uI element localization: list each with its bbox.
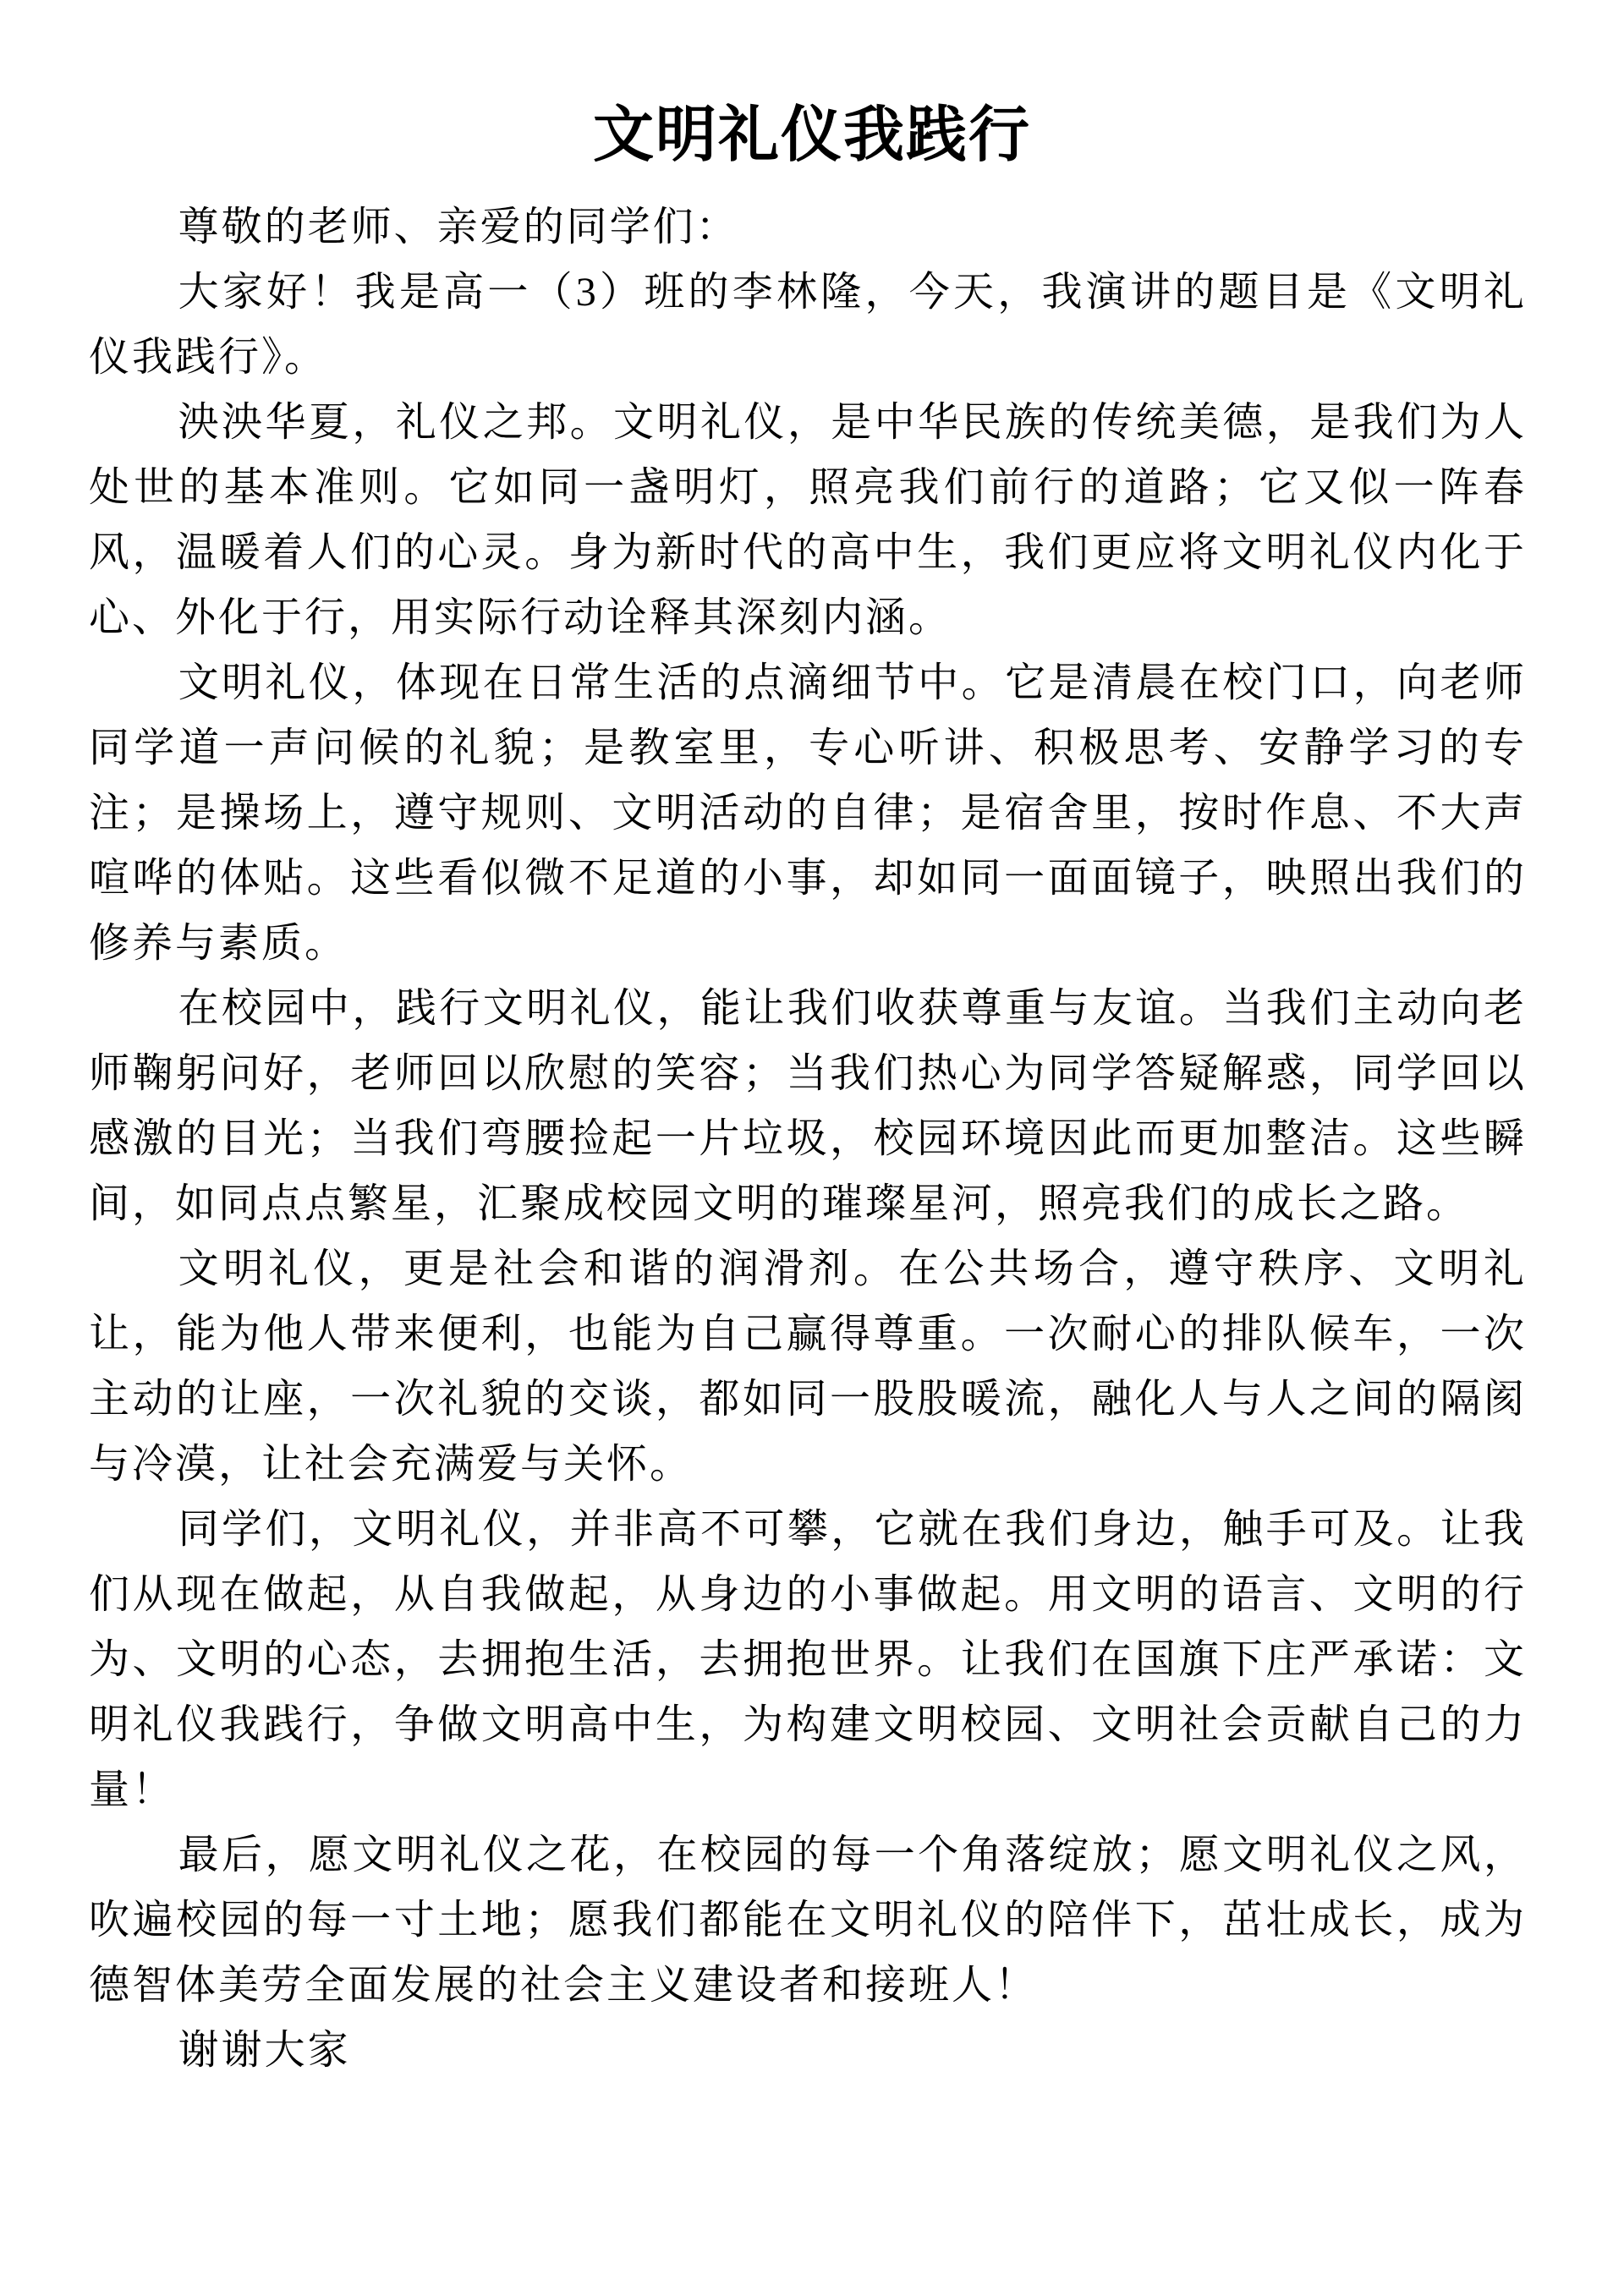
- body-paragraph: 泱泱华夏，礼仪之邦。文明礼仪，是中华民族的传统美德，是我们为人处世的基本准则。它如同一盏明灯，照亮我们前行的道路；它又似一阵春风，温暖着人们的心灵。身为新时代的高中生，我们更应将文明礼仪内化于心、外化于行，用实际行动诠释其深刻内涵。: [89, 400, 1527, 640]
- closing-wish-paragraph: 最后，愿文明礼仪之花，在校园的每一个角落绽放；愿文明礼仪之风，吹遍校园的每一寸土地；愿我们都能在文明礼仪的陪伴下，茁壮成长，成为德智体美劳全面发展的社会主义建设者和接班人！: [89, 1833, 1527, 2008]
- document-title: 文明礼仪我践行: [592, 101, 1031, 169]
- body-paragraph: 文明礼仪，更是社会和谐的润滑剂。在公共场合，遵守秩序、文明礼让，能为他人带来便利，也能为自己赢得尊重。一次耐心的排队候车，一次主动的让座，一次礼貌的交谈，都如同一股股暖流，融化人与人之间的隔阂与冷漠，让社会充满爱与关怀。: [89, 1247, 1527, 1487]
- body-paragraph: 在校园中，践行文明礼仪，能让我们收获尊重与友谊。当我们主动向老师鞠躬问好，老师回以欣慰的笑容；当我们热心为同学答疑解惑，同学回以感激的目光；当我们弯腰捡起一片垃圾，校园环境因此而更加整洁。这些瞬间，如同点点繁星，汇聚成校园文明的璀璨星河，照亮我们的成长之路。: [89, 986, 1527, 1226]
- body-paragraph: 同学们，文明礼仪，并非高不可攀，它就在我们身边，触手可及。让我们从现在做起，从自我做起，从身边的小事做起。用文明的语言、文明的行为、文明的心态，去拥抱生活，去拥抱世界。让我们在国旗下庄严承诺：文明礼仪我践行，争做文明高中生，为构建文明校园、文明社会贡献自己的力量！: [89, 1507, 1527, 1812]
- document-body: [89, 195, 1527, 2083]
- salutation-paragraph: 尊敬的老师、亲爱的同学们：: [178, 205, 739, 249]
- intro-paragraph: 大家好！我是高一（3）班的李林隆，今天，我演讲的题目是《文明礼仪我践行》。: [89, 270, 1527, 380]
- body-paragraph: 文明礼仪，体现在日常生活的点滴细节中。它是清晨在校门口，向老师同学道一声问候的礼貌；是教室里，专心听讲、积极思考、安静学习的专注；是操场上，遵守规则、文明活动的自律；是宿舍里，按时作息、不大声喧哗的体贴。这些看似微不足道的小事，却如同一面面镜子，映照出我们的修养与素质。: [89, 660, 1527, 966]
- thanks-paragraph: 谢谢大家: [178, 2028, 351, 2073]
